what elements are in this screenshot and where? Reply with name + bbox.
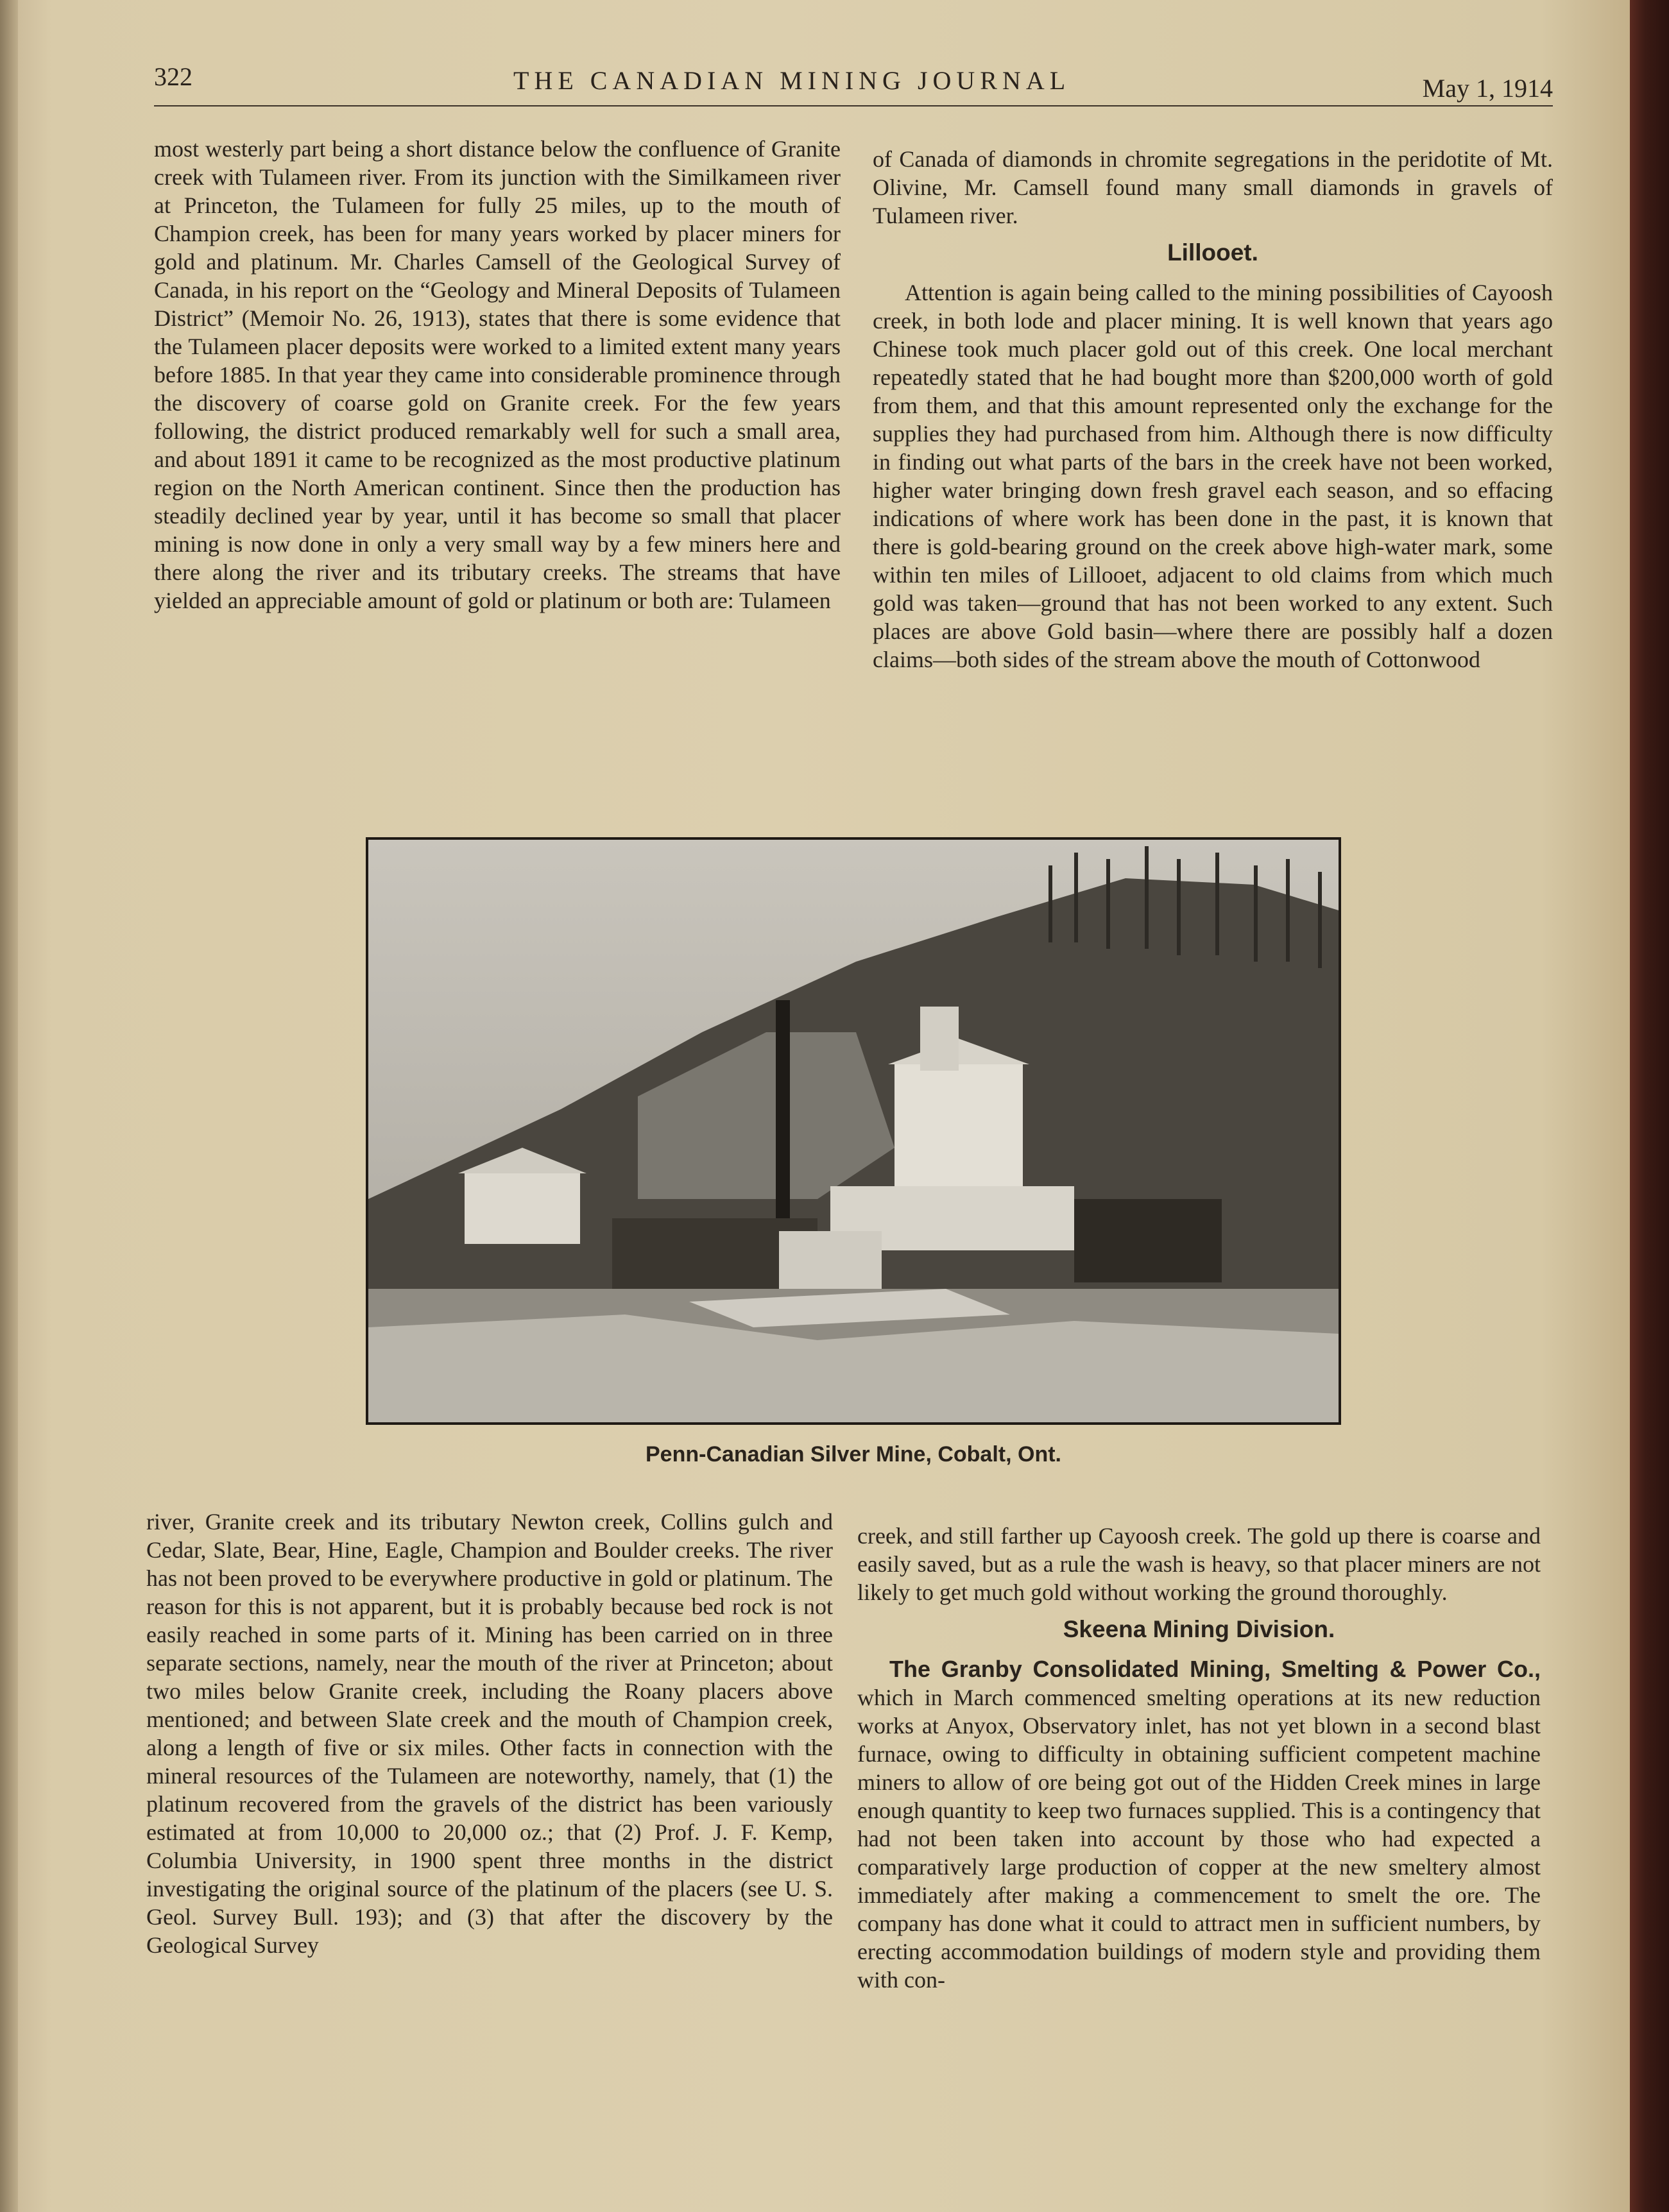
- granby-lead: The Granby Consolidated Mining, Smelting & Power Co.,: [889, 1656, 1541, 1682]
- page-header: [154, 62, 1553, 113]
- photo-caption: Penn-Canadian Silver Mine, Cobalt, Ont.: [646, 1442, 1061, 1467]
- paragraph-creeks: river, Granite creek and its tributary Newton creek, Collins gulch and Cedar, Slate, Bear, Hine, Eagle, Champion and Boulder creeks. The river has not been proved to be everywhere productive in gold or platinum. The reason for this is not apparent, but it is probably because bed rock is not easily reached in some parts of it. Mining has been carried on in three separate sections, namely, near the mouth of the river at Princeton; about two miles below Granite creek, including the Roany placers above mentioned; and between Slate creek and the mouth of Champion creek, along a length of five or six miles. Other facts in connection with the mineral resources of the Tulameen are noteworthy, namely, that (1) the platinum recovered from the gravels of the district has been variously estimated at from 10,000 to 20,000 oz.; that (2) Prof. J. F. Kemp, Columbia University, in 1900 spent three months in the district investigating the original source of the platinum of the placers (see U. S. Geol. Survey Bull. 193); and (3) that after the discovery by the Geological Survey: [146, 1509, 833, 1958]
- paragraph-granby: [857, 1655, 1541, 1994]
- column-top-left: [154, 135, 841, 615]
- book-spine: [1630, 0, 1669, 2212]
- paragraph-diamonds: of Canada of diamonds in chromite segregations in the peridotite of Mt. Olivine, Mr. Camsell found many small diamonds in gravels of Tulameen river.: [873, 146, 1553, 228]
- issue-date: May 1, 1914: [1422, 74, 1553, 103]
- section-heading-skeena: Skeena Mining Division.: [1063, 1616, 1335, 1642]
- page-gutter: [0, 0, 18, 2212]
- page-number: 322: [154, 62, 193, 91]
- header-rule: [154, 105, 1553, 106]
- column-bottom-left: [146, 1508, 833, 1959]
- journal-title: THE CANADIAN MINING JOURNAL: [513, 66, 1071, 95]
- paragraph-cayoosh: Attention is again being called to the mining possibilities of Cayoosh creek, in both lode and placer mining. It is well known that years ago Chinese took much placer gold out of this creek. One local merchant repeatedly stated that he had bought more than $200,000 worth of gold from them, and that this amount represented only the exchange for the supplies they had purchased from him. Although there is now difficulty in finding out what parts of the bars in the creek have not been worked, higher water bringing down fresh gravel each season, and so effacing indications of where work has been done in the past, it is known that there is gold-bearing ground on the creek above high-water mark, some within ten miles of Lillooet, adjacent to old claims from which much gold was taken—ground that has not been worked to any extent. Such places are above Gold basin—where there are possibly half a dozen claims—both sides of the stream above the mouth of Cottonwood: [873, 280, 1553, 672]
- mine-photo-illustration: [368, 840, 1339, 1422]
- column-top-right: [873, 145, 1553, 674]
- column-bottom-right: [857, 1522, 1541, 1994]
- paragraph-cayoosh-cont: creek, and still farther up Cayoosh creek. The gold up there is coarse and easily saved, but as a rule the wash is heavy, so that placer miners are not likely to get much gold without working the ground thoroughly.: [857, 1523, 1541, 1605]
- section-heading-lillooet: Lillooet.: [1167, 239, 1258, 266]
- mine-photograph: [366, 837, 1341, 1425]
- paragraph-tulameen: most westerly part being a short distance below the confluence of Granite creek with Tulameen river. From its junction with the Similkameen river at Princeton, the Tulameen for fully 25 miles, up to the mouth of Champion creek, has been for many years worked by placer miners for gold and platinum. Mr. Charles Camsell of the Geological Survey of Canada, in his report on the “Geology and Mineral Deposits of Tulameen District” (Memoir No. 26, 1913), states that there is some evidence that the Tulameen placer deposits were worked to a limited extent many years before 1885. In that year they came into considerable prominence through the discovery of coarse gold on Granite creek. For the few years following, the district produced remarkably well for such a small area, and about 1891 it came to be recognized as the most productive platinum region on the North American continent. Since then the production has steadily declined year by year, until it has become so small that placer mining is now done in only a very small way by a few miners here and there along the river and its tributary creeks. The streams that have yielded an appreciable amount of gold or platinum or both are: Tulameen: [154, 136, 841, 613]
- granby-body: which in March commenced smelting operations at its new reduction works at Anyox, Observatory inlet, has not yet blown in a second blast furnace, owing to difficulty in obtaining sufficient competent machine miners to allow of ore being got out of the Hidden Creek mines in large enough quantity to keep two furnaces supplied. This is a contingency that had not been taken into account by those who had expected a comparatively large production of copper at the new smeltery almost immediately after making a commencement to smelt the ore. The company has done what it could to attract men in sufficient numbers, by erecting accommodation buildings of modern style and providing them with con-: [857, 1685, 1541, 1993]
